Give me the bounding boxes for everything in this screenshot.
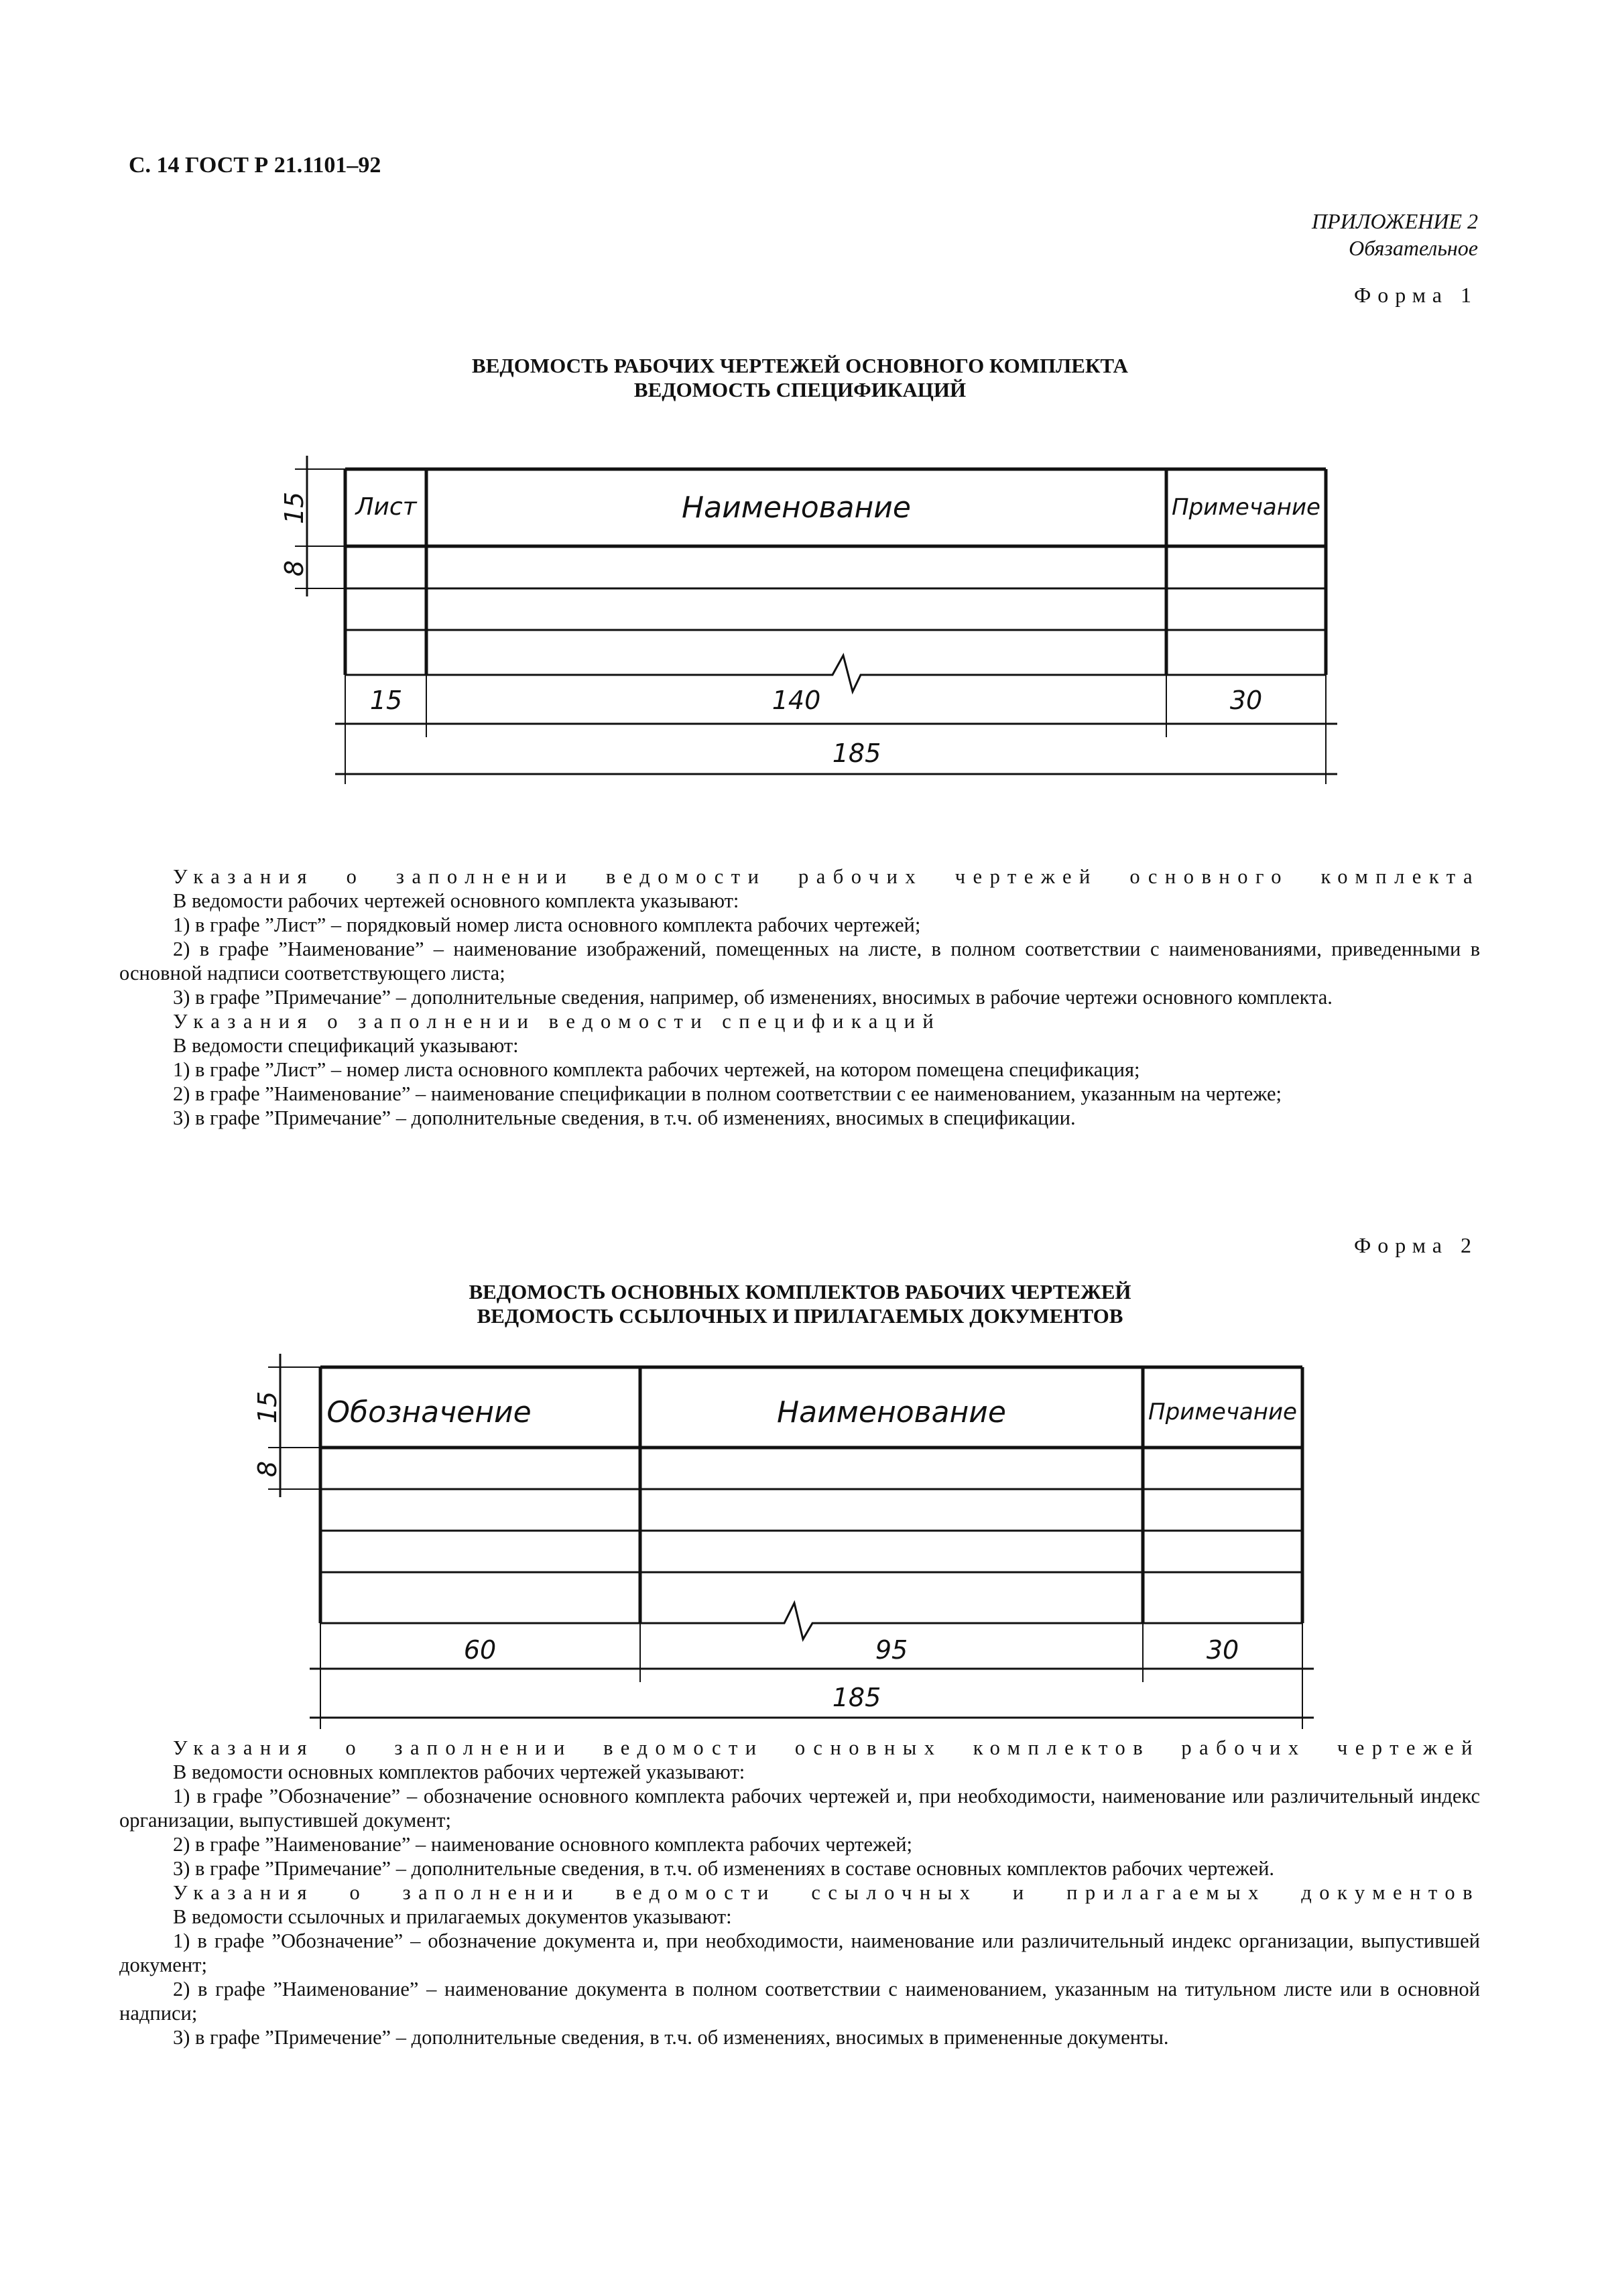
form1-title-line1: ВЕДОМОСТЬ РАБОЧИХ ЧЕРТЕЖЕЙ ОСНОВНОГО КОМПЛЕКТА [472, 354, 1128, 377]
instructions4-item: 2) в графе ”Наименование” – наименование документа в полном соответствии с наименованием, указанным на титульном листе или в основной надписи; [119, 1978, 1480, 2025]
instructions3-item: 2) в графе ”Наименование” – наименование основного комплекта рабочих чертежей; [173, 1833, 913, 1856]
form2-table-text [253, 1391, 1297, 1712]
form1-col-note: Примечание [1172, 494, 1320, 521]
appendix-title: ПРИЛОЖЕНИЕ 2 [1312, 209, 1478, 233]
form1-dim-h8: 8 [280, 560, 309, 577]
form2-col-name: Наименование [777, 1395, 1006, 1429]
instructions-form2 [119, 1736, 1480, 2049]
instructions1-heading: Указания о заполнении ведомости рабочих чертежей основного комплекта [173, 865, 1480, 888]
form1-dim-185: 185 [832, 739, 881, 768]
form2-title [0, 1280, 1600, 1328]
form2-dim-h15: 15 [253, 1391, 282, 1424]
instructions3-heading: Указания о заполнении ведомости основных комплектов рабочих чертежей [173, 1736, 1480, 1759]
form2-title-line1: ВЕДОМОСТЬ ОСНОВНЫХ КОМПЛЕКТОВ РАБОЧИХ ЧЕРТЕЖЕЙ [469, 1280, 1131, 1303]
form1-label: Форма 1 [1353, 283, 1478, 307]
instructions1-item: 2) в графе ”Наименование” – наименование изображений, помещенных на листе, в полном соответствии с наименованиями, приведенными в основной надписи соответствующего листа; [119, 938, 1480, 984]
form1-dim-140: 140 [772, 686, 821, 715]
form1-dim-15: 15 [369, 686, 403, 715]
instructions1-intro: В ведомости рабочих чертежей основного комплекта указывают: [173, 889, 739, 912]
form2-title-line2: ВЕДОМОСТЬ ССЫЛОЧНЫХ И ПРИЛАГАЕМЫХ ДОКУМЕНТОВ [477, 1304, 1123, 1328]
form1-title-line2: ВЕДОМОСТЬ СПЕЦИФИКАЦИЙ [633, 378, 967, 401]
form1-dim-30: 30 [1229, 686, 1263, 715]
instructions2-item: 3) в графе ”Примечание” – дополнительные сведения, в т.ч. об изменениях, вносимых в спецификации. [173, 1106, 1076, 1129]
instructions4-item: 3) в графе ”Примечение” – дополнительные сведения, в т.ч. об изменениях, вносимых в примененные документы. [173, 2026, 1169, 2049]
instructions4-heading: Указания о заполнении ведомости ссылочных и прилагаемых документов [173, 1881, 1480, 1904]
appendix-status: Обязательное [1349, 236, 1478, 260]
form2-label: Форма 2 [1353, 1233, 1478, 1257]
instructions4-intro: В ведомости ссылочных и прилагаемых документов указывают: [173, 1905, 732, 1928]
form1-col-list: Лист [355, 493, 417, 521]
instructions1-item: 1) в графе ”Лист” – порядковый номер листа основного комплекта рабочих чертежей; [173, 913, 921, 936]
instructions-form1 [119, 865, 1480, 1130]
page-header: С. 14 ГОСТ Р 21.1101–92 [129, 153, 381, 178]
instructions2-intro: В ведомости спецификаций указывают: [173, 1034, 519, 1057]
form2-dim-h8: 8 [253, 1460, 282, 1478]
form2-dim-185: 185 [832, 1683, 881, 1712]
form2-dim-30: 30 [1206, 1635, 1239, 1665]
instructions3-item: 3) в графе ”Примечание” – дополнительные сведения, в т.ч. об изменениях в составе основных комплектов рабочих чертежей. [173, 1857, 1275, 1880]
instructions1-item: 3) в графе ”Примечание” – дополнительные сведения, например, об изменениях, вносимых в рабочие чертежи основного комплекта. [173, 986, 1333, 1009]
form2-col-code: Обозначение [326, 1395, 532, 1429]
instructions2-item: 1) в графе ”Лист” – номер листа основного комплекта рабочих чертежей, на котором помещена спецификация; [173, 1058, 1140, 1081]
form1-col-name: Наименование [682, 491, 911, 525]
instructions2-item: 2) в графе ”Наименование” – наименование спецификации в полном соответствии с ее наименованием, указанным на чертеже; [173, 1082, 1282, 1105]
instructions3-item: 1) в графе ”Обозначение” – обозначение основного комплекта рабочих чертежей и, при необходимости, наименование или различительный индекс организации, выпустившей документ; [119, 1785, 1480, 1832]
instructions3-intro: В ведомости основных комплектов рабочих чертежей указывают: [173, 1761, 745, 1783]
form2-dim-95: 95 [875, 1635, 908, 1665]
form2-dim-60: 60 [463, 1635, 497, 1665]
form2-col-note: Примечание [1148, 1399, 1297, 1425]
instructions4-item: 1) в графе ”Обозначение” – обозначение документа и, при необходимости, наименование или различительный индекс организации, выпустившей документ; [119, 1929, 1480, 1976]
instructions2-heading: Указания о заполнении ведомости спецификаций [173, 1010, 942, 1033]
form1-dim-h15: 15 [280, 491, 309, 525]
